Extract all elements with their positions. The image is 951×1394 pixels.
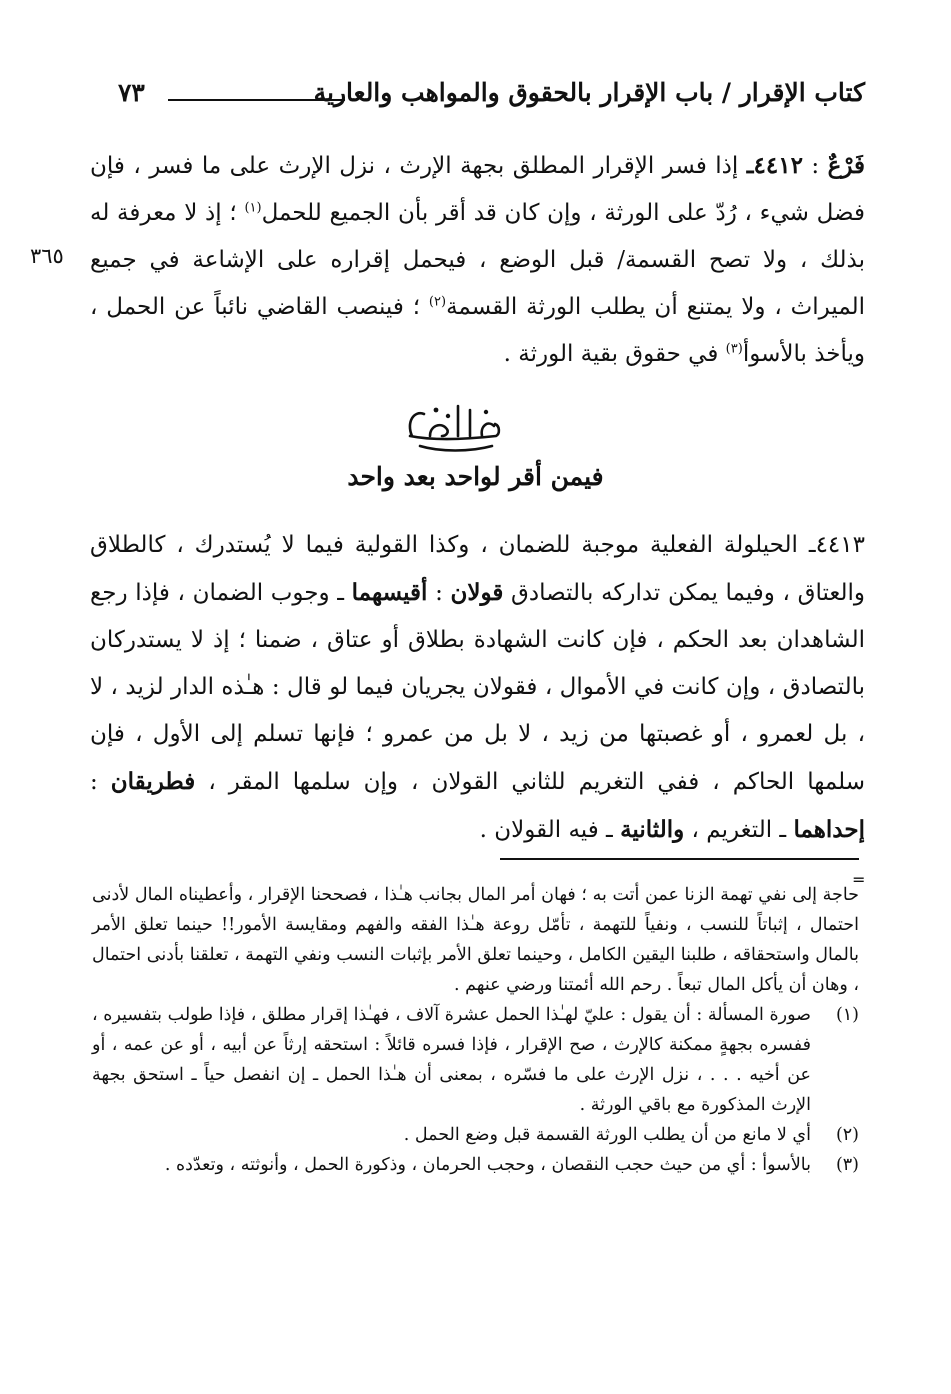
issue-number: ٤٤١٢ـ	[746, 152, 803, 179]
footnote-ref-1: (١)	[244, 200, 262, 216]
paragraph-text: ؛ إذ لا معرفة له بذلك ، ولا تصح القسمة/ قبل الوضع ، فيحمل إقراره على الإشاعة في جميع الميراث ، ولا يمتنع أن يطلب الورثة القسمة	[90, 200, 866, 320]
header-rule	[168, 99, 345, 101]
paragraph-text: :	[90, 769, 98, 795]
footnote-text: أي لا مانع من أن يطلب الورثة القسمة قبل وضع الحمل .	[403, 1125, 811, 1145]
fasl-calligraphy-ornament	[400, 396, 510, 454]
footnote-text: بالأسوأ : أي من حيث حجب النقصان ، وحجب الحرمان ، وذكورة الحمل ، وأنوثته ، وتعدّده .	[164, 1155, 811, 1175]
footnote-separator	[500, 858, 859, 860]
paragraph-text: ـ فيه القولان .	[479, 817, 613, 843]
paragraph-4412: فَرْعٌ : ٤٤١٢ـ إذا فسر الإقرار المطلق بجهة الإرث ، نزل الإرث على ما فسر ، فإن فضل شيء ، رُدّ على الورثة ، وإن كان قد أقر بأن الجميع للحمل$^{(١)}$ ؛ إذ لا معرفة له بذلك ، ولا تصح القسمة/ قبل الوضع ، فيحمل إقراره على الإشاعة في جميع الميراث ، ولا يمتنع أن يطلب الورثة القسمة$^{(٢)}$ ؛ فينصب القاضي نائباً عن الحمل ، ويأخذ بالأسوأ$^{(٣)}$ في حقوق بقية الورثة .	[90, 152, 866, 367]
page-number: ٧٣	[118, 78, 145, 107]
section-title: فيمن أقر لواحد بعد واحد	[347, 462, 604, 491]
paragraph-text: :	[435, 580, 443, 606]
running-header	[118, 78, 865, 118]
footnote-number: (٢)	[835, 1125, 859, 1145]
footnote-continuation-mark: =	[852, 870, 866, 889]
paragraph-text: الحيلولة الفعلية موجبة للضمان ، وكذا القولية فيما لا يُستدرك ، كالطلاق والعتاق ، وفيما يمكن تداركه بالتصادق	[90, 532, 866, 606]
running-header-title: كتاب الإقرار / باب الإقرار بالحقوق والمواهب والعارية	[313, 78, 865, 107]
footnote-2	[92, 1120, 859, 1150]
footnote-text: صورة المسألة : أن يقول : عليّ لهـٰذا الحمل عشرة آلاف ، فهـٰذا إقرار مطلق ، فإذا طولب بتفسيره ، ففسره بجهةٍ ممكنة كالإرث ، صح الإقرار ، فإذا فسره قائلاً : استحقه إرثاً عن أبيه ، أو عن عمه ، أو عن أخيه . . . ، نزل الإرث على ما فسّره ، بمعنى أن هـٰذا الحمل ـ إن انفصل حياً ـ استحق بجهة الإرث المذكورة مع باقي الورثة .	[92, 1005, 811, 1115]
footnote-number: (١)	[835, 1005, 859, 1025]
far-label: فَرْعٌ	[827, 152, 866, 179]
footnote-3	[92, 1150, 859, 1180]
bold-term: إحداهما	[793, 816, 865, 843]
footnote-1	[92, 1000, 859, 1120]
paragraph-text: في حقوق بقية الورثة .	[503, 341, 719, 367]
paragraph-text: إذا فسر الإقرار المطلق بجهة الإرث ، نزل الإرث على ما فسر ، فإن فضل شيء ، رُدّ على الورثة ، وإن كان قد أقر بأن الجميع للحمل	[90, 153, 865, 226]
issue-number: ٤٤١٣ـ	[808, 532, 865, 558]
bold-term: والثانية	[620, 816, 685, 843]
footnote-continuation: حاجة إلى نفي تهمة الزنا عمن أتت به ؛ فهان أمر المال بجانب هـٰذا ، فصححنا الإقرار ، وأعطيناه المال لأدنى احتمال ، إثباتاً للنسب ، ونفياً للتهمة ، تأمّل روعة هـٰذا الفقه والفهم ومقايسة الأمور!! حينما تعلق الأمر بالمال واستحقاقه ، طلبنا اليقين الكامل ، وحينما تعلق الأمر بإثبات النسب ونفي التهمة ، تعلقنا بأدنى احتمال ، وهان أن يأكل المال تبعاً . رحم الله أئمتنا ورضي عنهم .	[92, 885, 859, 995]
bold-term: أقيسهما	[351, 579, 428, 606]
paragraph-4413	[90, 522, 865, 854]
footnote-number: (٣)	[835, 1155, 859, 1175]
paragraph-text: ـ التغريم ،	[691, 817, 787, 843]
bold-term: فطريقان	[110, 768, 196, 795]
paragraph-text: ؛ فينصب القاضي نائباً عن الحمل ، ويأخذ بالأسوأ	[90, 294, 865, 367]
footnote-ref-3: (٣)	[725, 341, 743, 357]
paragraph-text: ـ وجوب الضمان ، فإذا رجع الشاهدان بعد الحكم ، فإن كانت الشهادة بطلاق أو عتاق ، ضمنا ؛ إذ لا يستدركان بالتصادق ، وإن كانت في الأموال ، فقولان يجريان فيما لو قال : هـٰذه الدار لزيد ، لا ، بل لعمرو ، أو غصبتها من زيد ، لا بل من عمرو ؛ فإنها تسلم إلى الأول ، فإن سلمها الحاكم ، ففي التغريم للثاني القولان ، وإن سلمها المقر ،	[90, 580, 866, 795]
footnote-ref-2: (٢)	[428, 294, 447, 310]
bold-term: قولان	[450, 579, 504, 606]
manuscript-folio-marker: ٣٦٥	[30, 244, 64, 268]
footnotes	[92, 880, 859, 1180]
